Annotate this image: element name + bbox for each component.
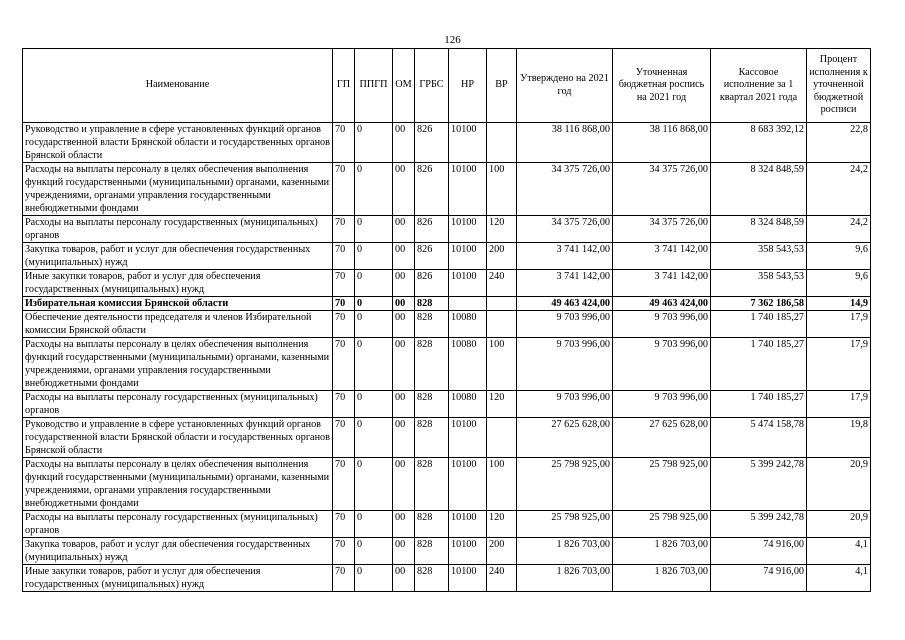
cell-refined: 49 463 424,00 [613, 297, 711, 311]
cell-om: 00 [393, 338, 415, 391]
cell-nr: 10080 [449, 338, 487, 391]
cell-vr: 200 [487, 538, 517, 565]
cell-executed: 1 740 185,27 [711, 391, 807, 418]
cell-grbs: 828 [415, 391, 449, 418]
cell-approved: 49 463 424,00 [517, 297, 613, 311]
cell-om: 00 [393, 538, 415, 565]
cell-om: 00 [393, 391, 415, 418]
cell-grbs: 828 [415, 338, 449, 391]
cell-executed: 1 740 185,27 [711, 338, 807, 391]
cell-ppgp: 0 [355, 511, 393, 538]
cell-grbs: 828 [415, 297, 449, 311]
cell-percent: 4,1 [807, 538, 871, 565]
cell-gp: 70 [333, 297, 355, 311]
cell-om: 00 [393, 243, 415, 270]
cell-approved: 9 703 996,00 [517, 391, 613, 418]
cell-ppgp: 0 [355, 565, 393, 592]
cell-vr: 120 [487, 511, 517, 538]
cell-refined: 34 375 726,00 [613, 216, 711, 243]
budget-execution-table [22, 48, 871, 592]
cell-nr: 10100 [449, 163, 487, 216]
cell-refined: 34 375 726,00 [613, 163, 711, 216]
cell-percent: 17,9 [807, 311, 871, 338]
cell-vr [487, 311, 517, 338]
cell-om: 00 [393, 565, 415, 592]
header-name: Наименование [23, 49, 333, 123]
cell-vr: 240 [487, 270, 517, 297]
cell-nr: 10100 [449, 216, 487, 243]
cell-name: Избирательная комиссия Брянской области [23, 297, 333, 311]
cell-name: Расходы на выплаты персоналу в целях обеспечения выполнения функций государственными (муниципальными) органами, казенными учреждениями, органами управления государственными внебюджетными фондами [23, 338, 333, 391]
header-percent: Процент исполнения к уточненной бюджетной росписи [807, 49, 871, 123]
cell-ppgp: 0 [355, 243, 393, 270]
table-row [23, 270, 871, 297]
cell-ppgp: 0 [355, 270, 393, 297]
cell-executed: 8 683 392,12 [711, 123, 807, 163]
cell-approved: 34 375 726,00 [517, 163, 613, 216]
cell-gp: 70 [333, 565, 355, 592]
table-body [23, 123, 871, 592]
cell-percent: 9,6 [807, 243, 871, 270]
cell-gp: 70 [333, 216, 355, 243]
cell-refined: 9 703 996,00 [613, 338, 711, 391]
header-gp: ГП [333, 49, 355, 123]
page-number: 126 [444, 34, 461, 46]
cell-percent: 17,9 [807, 338, 871, 391]
cell-executed: 5 474 158,78 [711, 418, 807, 458]
cell-nr: 10100 [449, 123, 487, 163]
cell-approved: 3 741 142,00 [517, 270, 613, 297]
cell-name: Иные закупки товаров, работ и услуг для обеспечения государственных (муниципальных) нужд [23, 270, 333, 297]
cell-percent: 22,8 [807, 123, 871, 163]
cell-approved: 38 116 868,00 [517, 123, 613, 163]
table-row [23, 163, 871, 216]
cell-approved: 25 798 925,00 [517, 458, 613, 511]
header-executed: Кассовое исполнение за 1 квартал 2021 года [711, 49, 807, 123]
cell-nr: 10100 [449, 418, 487, 458]
cell-ppgp: 0 [355, 538, 393, 565]
cell-gp: 70 [333, 270, 355, 297]
cell-name: Закупка товаров, работ и услуг для обеспечения государственных (муниципальных) нужд [23, 538, 333, 565]
cell-ppgp: 0 [355, 391, 393, 418]
cell-om: 00 [393, 163, 415, 216]
cell-nr: 10100 [449, 270, 487, 297]
table-row [23, 338, 871, 391]
cell-vr [487, 123, 517, 163]
cell-vr [487, 297, 517, 311]
cell-gp: 70 [333, 538, 355, 565]
cell-approved: 1 826 703,00 [517, 538, 613, 565]
cell-nr [449, 297, 487, 311]
table-row [23, 123, 871, 163]
cell-gp: 70 [333, 418, 355, 458]
header-vr: ВР [487, 49, 517, 123]
cell-vr: 100 [487, 163, 517, 216]
cell-om: 00 [393, 418, 415, 458]
cell-percent: 20,9 [807, 511, 871, 538]
cell-grbs: 828 [415, 565, 449, 592]
cell-refined: 25 798 925,00 [613, 458, 711, 511]
cell-om: 00 [393, 270, 415, 297]
table-row [23, 391, 871, 418]
table-row [23, 216, 871, 243]
cell-executed: 8 324 848,59 [711, 163, 807, 216]
cell-executed: 358 543,53 [711, 270, 807, 297]
cell-name: Руководство и управление в сфере установленных функций органов государственной власти Брянской области и государственных органов Брянской области [23, 418, 333, 458]
cell-executed: 7 362 186,58 [711, 297, 807, 311]
cell-percent: 17,9 [807, 391, 871, 418]
cell-approved: 3 741 142,00 [517, 243, 613, 270]
cell-gp: 70 [333, 123, 355, 163]
table-row [23, 311, 871, 338]
table-row [23, 458, 871, 511]
cell-gp: 70 [333, 511, 355, 538]
cell-approved: 25 798 925,00 [517, 511, 613, 538]
cell-nr: 10100 [449, 511, 487, 538]
cell-nr: 10100 [449, 565, 487, 592]
table-row [23, 297, 871, 311]
header-approved: Утверждено на 2021 год [517, 49, 613, 123]
cell-om: 00 [393, 458, 415, 511]
cell-grbs: 826 [415, 216, 449, 243]
cell-vr: 240 [487, 565, 517, 592]
cell-percent: 14,9 [807, 297, 871, 311]
cell-gp: 70 [333, 163, 355, 216]
cell-grbs: 826 [415, 123, 449, 163]
cell-vr: 120 [487, 216, 517, 243]
cell-vr: 120 [487, 391, 517, 418]
header-nr: НР [449, 49, 487, 123]
cell-name: Обеспечение деятельности председателя и членов Избирательной комиссии Брянской области [23, 311, 333, 338]
cell-percent: 19,8 [807, 418, 871, 458]
cell-grbs: 826 [415, 243, 449, 270]
table-row [23, 565, 871, 592]
cell-name: Расходы на выплаты персоналу государственных (муниципальных) органов [23, 391, 333, 418]
cell-name: Расходы на выплаты персоналу государственных (муниципальных) органов [23, 216, 333, 243]
cell-executed: 5 399 242,78 [711, 511, 807, 538]
cell-percent: 24,2 [807, 163, 871, 216]
cell-ppgp: 0 [355, 216, 393, 243]
cell-grbs: 828 [415, 458, 449, 511]
cell-executed: 1 740 185,27 [711, 311, 807, 338]
cell-grbs: 826 [415, 163, 449, 216]
cell-nr: 10100 [449, 458, 487, 511]
header-ppgp: ППГП [355, 49, 393, 123]
cell-grbs: 828 [415, 418, 449, 458]
cell-ppgp: 0 [355, 338, 393, 391]
cell-ppgp: 0 [355, 418, 393, 458]
cell-grbs: 826 [415, 270, 449, 297]
header-row [23, 49, 871, 123]
cell-nr: 10080 [449, 391, 487, 418]
cell-percent: 24,2 [807, 216, 871, 243]
cell-percent: 4,1 [807, 565, 871, 592]
cell-grbs: 828 [415, 311, 449, 338]
cell-approved: 9 703 996,00 [517, 311, 613, 338]
cell-refined: 27 625 628,00 [613, 418, 711, 458]
cell-ppgp: 0 [355, 311, 393, 338]
cell-refined: 38 116 868,00 [613, 123, 711, 163]
cell-approved: 1 826 703,00 [517, 565, 613, 592]
cell-nr: 10100 [449, 538, 487, 565]
cell-percent: 9,6 [807, 270, 871, 297]
header-refined: Уточненная бюджетная роспись на 2021 год [613, 49, 711, 123]
cell-approved: 9 703 996,00 [517, 338, 613, 391]
cell-percent: 20,9 [807, 458, 871, 511]
cell-refined: 9 703 996,00 [613, 311, 711, 338]
cell-grbs: 828 [415, 538, 449, 565]
cell-ppgp: 0 [355, 297, 393, 311]
table-row [23, 511, 871, 538]
cell-refined: 1 826 703,00 [613, 538, 711, 565]
cell-executed: 358 543,53 [711, 243, 807, 270]
cell-refined: 3 741 142,00 [613, 243, 711, 270]
cell-refined: 25 798 925,00 [613, 511, 711, 538]
table-row [23, 418, 871, 458]
cell-gp: 70 [333, 311, 355, 338]
cell-refined: 1 826 703,00 [613, 565, 711, 592]
cell-refined: 9 703 996,00 [613, 391, 711, 418]
cell-gp: 70 [333, 391, 355, 418]
cell-executed: 74 916,00 [711, 565, 807, 592]
cell-om: 00 [393, 297, 415, 311]
cell-approved: 34 375 726,00 [517, 216, 613, 243]
cell-ppgp: 0 [355, 458, 393, 511]
cell-gp: 70 [333, 338, 355, 391]
header-grbs: ГРБС [415, 49, 449, 123]
header-om: ОМ [393, 49, 415, 123]
cell-ppgp: 0 [355, 123, 393, 163]
cell-approved: 27 625 628,00 [517, 418, 613, 458]
cell-vr: 200 [487, 243, 517, 270]
cell-om: 00 [393, 511, 415, 538]
cell-vr: 100 [487, 338, 517, 391]
cell-gp: 70 [333, 458, 355, 511]
cell-name: Иные закупки товаров, работ и услуг для обеспечения государственных (муниципальных) нужд [23, 565, 333, 592]
cell-nr: 10100 [449, 243, 487, 270]
cell-executed: 8 324 848,59 [711, 216, 807, 243]
cell-name: Руководство и управление в сфере установленных функций органов государственной власти Брянской области и государственных органов Брянской области [23, 123, 333, 163]
cell-name: Расходы на выплаты персоналу государственных (муниципальных) органов [23, 511, 333, 538]
cell-executed: 5 399 242,78 [711, 458, 807, 511]
cell-refined: 3 741 142,00 [613, 270, 711, 297]
table-row [23, 538, 871, 565]
cell-name: Расходы на выплаты персоналу в целях обеспечения выполнения функций государственными (муниципальными) органами, казенными учреждениями, органами управления государственными внебюджетными фондами [23, 163, 333, 216]
cell-om: 00 [393, 216, 415, 243]
cell-om: 00 [393, 123, 415, 163]
cell-ppgp: 0 [355, 163, 393, 216]
cell-nr: 10080 [449, 311, 487, 338]
cell-name: Закупка товаров, работ и услуг для обеспечения государственных (муниципальных) нужд [23, 243, 333, 270]
cell-om: 00 [393, 311, 415, 338]
cell-executed: 74 916,00 [711, 538, 807, 565]
table-row [23, 243, 871, 270]
cell-name: Расходы на выплаты персоналу в целях обеспечения выполнения функций государственными (муниципальными) органами, казенными учреждениями, органами управления государственными внебюджетными фондами [23, 458, 333, 511]
cell-vr [487, 418, 517, 458]
cell-gp: 70 [333, 243, 355, 270]
cell-vr: 100 [487, 458, 517, 511]
cell-grbs: 828 [415, 511, 449, 538]
